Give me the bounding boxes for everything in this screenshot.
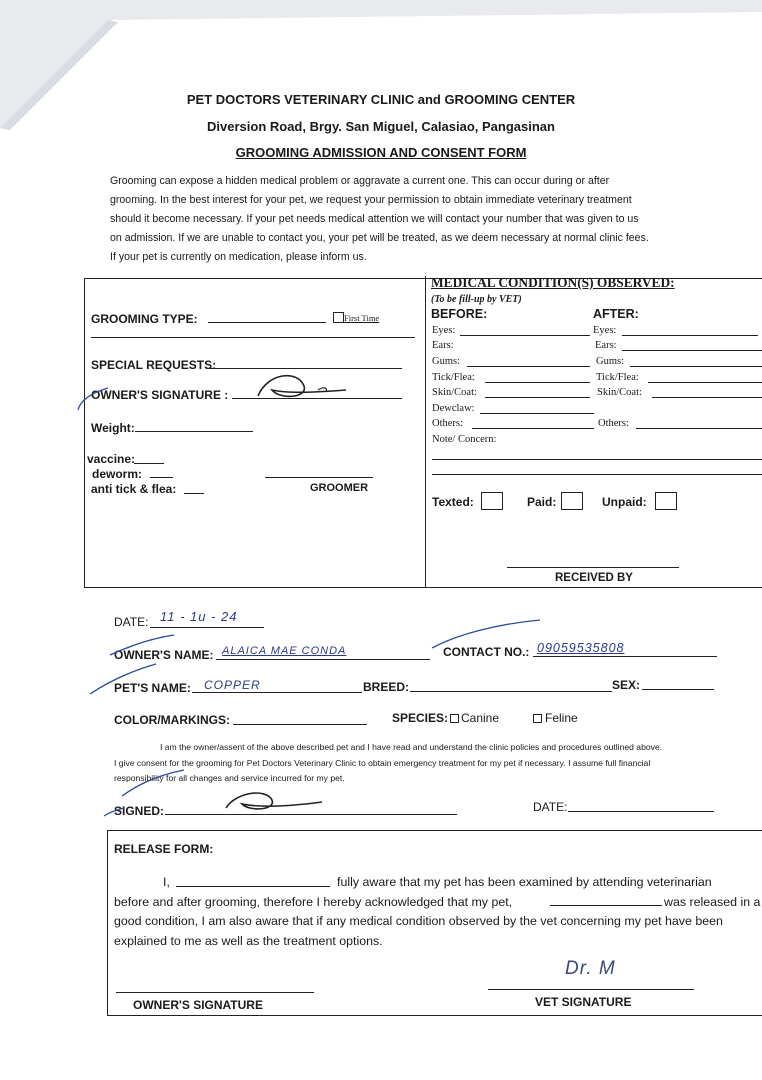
color-markings-field[interactable] <box>233 724 367 725</box>
first-time-label: First Time <box>344 313 380 323</box>
intro-line: If your pet is currently on medication, please inform us. <box>110 251 367 263</box>
after-eyes-label: Eyes: <box>593 325 617 336</box>
breed-label: BREED: <box>363 680 410 694</box>
release-line-3: good condition, I am also aware that if any medical condition observed by the vet concerning my pet have been <box>114 914 723 928</box>
vet-signature-line[interactable] <box>488 989 694 990</box>
received-by-label: RECEIVED BY <box>555 572 633 584</box>
paid-label: Paid: <box>527 495 557 509</box>
after-skincoat-field[interactable] <box>652 397 762 398</box>
grooming-type-field[interactable] <box>208 322 326 323</box>
medical-condition-subtitle: (To be fill-up by VET) <box>431 294 522 305</box>
before-tickflea-field[interactable] <box>485 382 590 383</box>
owners-signature-label: OWNER'S SIGNATURE : <box>91 388 229 402</box>
first-time-checkbox[interactable] <box>333 312 344 323</box>
release-form-title: RELEASE FORM: <box>114 842 214 856</box>
release-line-2b-text: was released in a <box>664 894 761 909</box>
release-line-4: explained to me as well as the treatment options. <box>114 933 383 948</box>
before-dewclaw-label: Dewclaw: <box>432 403 475 414</box>
note-line-2[interactable] <box>432 474 762 475</box>
before-gums-label: Gums: <box>432 356 461 367</box>
before-skincoat-label: Skin/Coat: <box>432 387 477 398</box>
signed-checkmark <box>102 804 126 818</box>
groomer-label: GROOMER <box>310 482 369 494</box>
after-eyes-field[interactable] <box>622 335 758 336</box>
consent-date-label: DATE: <box>533 800 568 814</box>
texted-label: Texted: <box>432 495 474 509</box>
release-line-2 <box>114 893 762 913</box>
contact-field[interactable] <box>533 656 717 657</box>
clinic-name: PET DOCTORS VETERINARY CLINIC and GROOMING CENTER <box>186 92 576 107</box>
weight-label: Weight: <box>91 421 135 435</box>
after-ears-label: Ears: <box>595 340 617 351</box>
release-paragraph <box>114 873 762 951</box>
owner-name-field[interactable] <box>216 659 430 660</box>
release-i: I, <box>163 875 170 889</box>
intro-paragraph <box>110 172 716 267</box>
species-label: SPECIES: <box>392 711 449 725</box>
consent-line: responsibility for all changes and service incurred for my pet. <box>114 773 345 783</box>
anti-tick-label: anti tick & flea: <box>91 482 177 496</box>
intro-line: grooming. In the best interest for your pet, we request your permission to obtain immediate veterinary treatment <box>110 194 632 206</box>
release-owner-signature-label: OWNER'S SIGNATURE <box>133 998 263 1012</box>
note-line-1[interactable] <box>432 459 762 460</box>
intro-line: should it become necessary. If your pet needs medical attention we will contact your number that was given to us <box>110 213 639 225</box>
deworm-label: deworm: <box>92 467 143 481</box>
before-dewclaw-field[interactable] <box>480 413 594 414</box>
after-gums-label: Gums: <box>596 356 625 367</box>
vet-handwriting: Dr. M <box>565 958 616 979</box>
sex-label: SEX: <box>612 678 641 692</box>
paid-checkbox[interactable] <box>561 492 583 510</box>
release-pet-name-field[interactable] <box>550 905 662 906</box>
consent-date-field[interactable] <box>568 811 714 812</box>
intro-line: on admission. If we are unable to contact you, your pet will be treated, as we deem necessary at normal clinic fees. <box>110 232 649 244</box>
after-ears-field[interactable] <box>622 350 762 351</box>
checkmark-scribble <box>74 384 114 414</box>
date-field[interactable] <box>150 627 264 628</box>
weight-field[interactable] <box>135 431 253 432</box>
feline-label: Feline <box>545 711 578 725</box>
owner-signature-scribble <box>250 368 360 406</box>
after-tickflea-label: Tick/Flea: <box>596 372 639 383</box>
consent-line: I am the owner/assent of the above described pet and I have read and understand the clinic policies and procedures outlined above. <box>160 742 663 752</box>
texted-checkbox[interactable] <box>481 492 503 510</box>
intro-line: Grooming can expose a hidden medical problem or aggravate a current one. This can occur during or after <box>110 175 610 187</box>
contact-value: 09059535808 <box>537 641 625 655</box>
color-markings-label: COLOR/MARKINGS: <box>114 713 230 727</box>
release-line-2a-text: before and after grooming, therefore I hereby acknowledged that my pet, <box>114 894 513 909</box>
after-heading: AFTER: <box>593 307 639 321</box>
owner-name-label: OWNER'S NAME: <box>114 648 214 662</box>
release-owner-signature-line[interactable] <box>116 992 314 993</box>
date-label: DATE: <box>114 615 149 629</box>
date-value: 11 - 1u - 24 <box>160 609 238 624</box>
note-concern-label: Note/ Concern: <box>432 434 497 445</box>
unpaid-label: Unpaid: <box>602 495 647 509</box>
before-eyes-label: Eyes: <box>432 325 456 336</box>
consent-paragraph <box>114 740 720 787</box>
owner-name-value: ALAICA MAE CONDA <box>222 645 347 657</box>
before-ears-label: Ears: <box>432 340 454 351</box>
pet-name-field[interactable] <box>192 692 362 693</box>
pet-name-label: PET'S NAME: <box>114 681 191 695</box>
after-gums-field[interactable] <box>630 366 762 367</box>
before-tickflea-label: Tick/Flea: <box>432 372 475 383</box>
unpaid-checkbox[interactable] <box>655 492 677 510</box>
pet-checkmark <box>88 662 160 696</box>
breed-field[interactable] <box>410 691 612 692</box>
pet-name-value: COPPER <box>204 678 261 692</box>
before-skincoat-field[interactable] <box>485 397 590 398</box>
release-owner-name-field[interactable] <box>176 886 330 887</box>
deworm-field[interactable] <box>150 477 173 478</box>
release-line-1-text: fully aware that my pet has been examined by attending veterinarian <box>337 875 712 889</box>
grooming-type-line-2[interactable] <box>91 337 415 338</box>
groomer-signature-line[interactable] <box>265 477 373 478</box>
canine-checkbox[interactable] <box>450 714 459 723</box>
signed-label: SIGNED: <box>114 804 165 818</box>
signed-signature-scribble <box>222 786 332 816</box>
after-others-field[interactable] <box>636 428 762 429</box>
feline-checkbox[interactable] <box>533 714 542 723</box>
before-gums-field[interactable] <box>467 366 590 367</box>
medical-condition-title: MEDICAL CONDITION(S) OBSERVED: <box>431 275 675 290</box>
canine-label: Canine <box>461 711 500 725</box>
panel-divider <box>425 276 426 588</box>
vaccine-field[interactable] <box>134 463 164 464</box>
anti-tick-field[interactable] <box>184 493 204 494</box>
received-by-line[interactable] <box>507 567 679 568</box>
before-others-label: Others: <box>432 418 463 429</box>
special-requests-label: SPECIAL REQUESTS: <box>91 358 217 372</box>
before-eyes-field[interactable] <box>460 335 590 336</box>
release-line-1 <box>114 873 762 893</box>
after-skincoat-label: Skin/Coat: <box>597 387 642 398</box>
vet-signature-label: VET SIGNATURE <box>535 995 632 1009</box>
after-others-label: Others: <box>598 418 629 429</box>
form-title: GROOMING ADMISSION AND CONSENT FORM <box>235 145 527 160</box>
contact-label: CONTACT NO.: <box>443 645 530 659</box>
vaccine-label: vaccine: <box>87 452 136 466</box>
consent-checkmark <box>120 768 190 798</box>
after-tickflea-field[interactable] <box>648 382 762 383</box>
consent-line: I give consent for the grooming for Pet Doctors Veterinary Clinic to obtain emergency treatment for my pet if necessary. I assume full financial <box>114 757 651 768</box>
contact-checkmark <box>428 618 548 652</box>
sex-field[interactable] <box>642 689 714 690</box>
before-others-field[interactable] <box>472 428 594 429</box>
before-heading: BEFORE: <box>431 307 488 321</box>
owner-checkmark <box>108 633 178 659</box>
clinic-address: Diversion Road, Brgy. San Miguel, Calasiao, Pangasinan <box>207 119 555 134</box>
grooming-type-label: GROOMING TYPE: <box>91 312 198 326</box>
